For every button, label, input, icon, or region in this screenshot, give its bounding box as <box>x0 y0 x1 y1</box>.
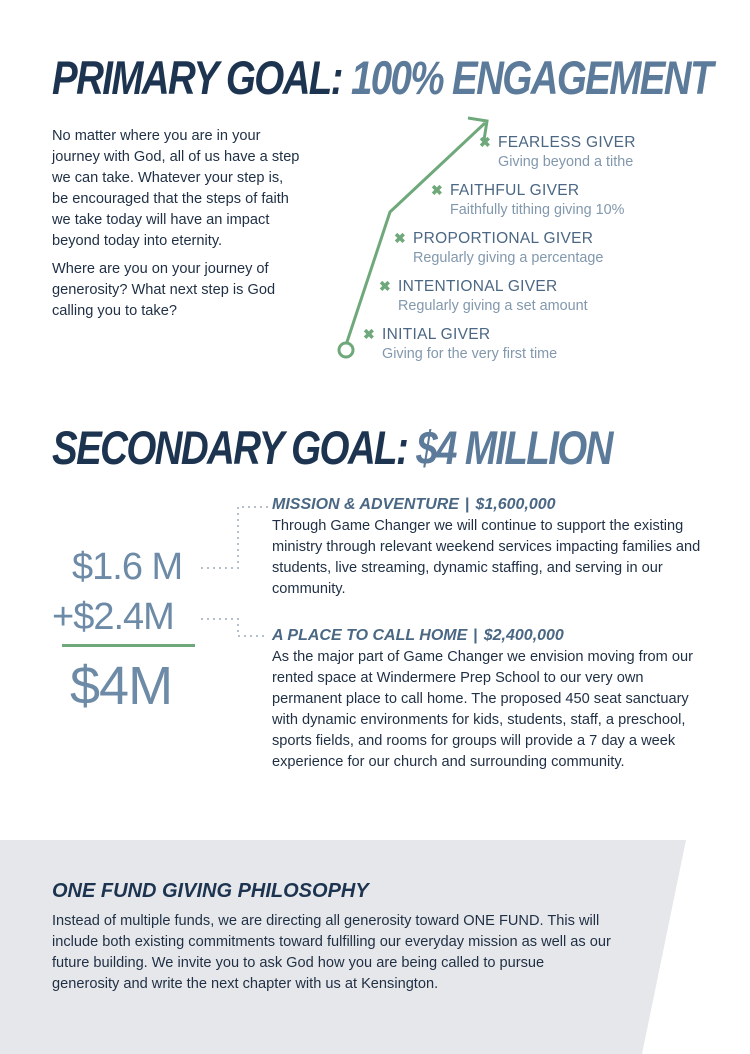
amount-total: $4M <box>70 656 173 716</box>
secondary-goal-value: $4 MILLION <box>416 421 612 474</box>
connector-home <box>201 619 268 636</box>
step-subtitle: Regularly giving a set amount <box>398 298 588 314</box>
section-place-to-call-home <box>272 627 702 773</box>
primary-goal-label: PRIMARY GOAL: <box>52 51 342 104</box>
secondary-goal-label: SECONDARY GOAL: <box>52 421 408 474</box>
x-icon: ✖ <box>394 230 406 246</box>
section-heading <box>272 496 702 514</box>
section-body: As the major part of Game Changer we envision moving from our rented space at Windermere Prep School to our very own permanent place to call home. The proposed 450 seat sanctuary with dynamic environments for kids, students, staff, a preschool, sports fields, and rooms for groups will provide a 7 day a week experience for our church and surrounding community. <box>272 649 693 770</box>
step-subtitle: Faithfully tithing giving 10% <box>450 202 625 218</box>
amount-second: +$2.4M <box>52 596 174 638</box>
one-fund-body: Instead of multiple funds, we are directing all generosity toward ONE FUND. This will include both existing commitments toward fulfilling our everyday mission as well as our future building. We invite you to ask God how you are being called to pursue generosity and write the next chapter with us at Kensington. <box>52 913 611 992</box>
section-body: Through Game Changer we will continue to support the existing ministry through relevant weekend services impacting families and students, live streaming, dynamic staffing, and serving in our community. <box>272 518 701 597</box>
connector-mission <box>201 507 268 568</box>
sum-divider <box>62 644 195 647</box>
section-mission-adventure <box>272 496 702 600</box>
amount-first: $1.6 M <box>72 546 183 588</box>
primary-goal-value: 100% ENGAGEMENT <box>350 51 712 104</box>
intro-paragraph: No matter where you are in your journey with God, all of us have a step we can take. Whatever your step is, be encouraged that the steps of faith we take today will have an impact beyond today into eternity. <box>52 128 300 249</box>
x-icon: ✖ <box>363 326 375 342</box>
x-icon: ✖ <box>479 134 491 150</box>
one-fund-title: ONE FUND GIVING PHILOSOPHY <box>52 880 369 902</box>
section-title: MISSION & ADVENTURE <box>272 496 459 513</box>
step-subtitle: Giving beyond a tithe <box>498 154 634 170</box>
step-title: PROPORTIONAL GIVER <box>413 230 594 247</box>
step-subtitle: Regularly giving a percentage <box>413 250 604 266</box>
step-title: INTENTIONAL GIVER <box>398 278 558 295</box>
section-title: A PLACE TO CALL HOME <box>272 627 468 644</box>
one-fund-section <box>52 880 612 995</box>
x-icon: ✖ <box>379 278 391 294</box>
section-amount: $1,600,000 <box>475 496 556 513</box>
section-amount: $2,400,000 <box>483 627 564 644</box>
step-subtitle: Giving for the very first time <box>382 346 558 362</box>
step-title: FEARLESS GIVER <box>498 134 636 151</box>
x-icon: ✖ <box>431 182 443 198</box>
intro-paragraph: Where are you on your journey of generosity? What next step is God calling you to take? <box>52 261 276 319</box>
step-title: INITIAL GIVER <box>382 326 491 343</box>
separator: | <box>473 627 478 644</box>
step-title: FAITHFUL GIVER <box>450 182 580 199</box>
separator: | <box>464 496 470 513</box>
section-heading <box>272 627 702 645</box>
